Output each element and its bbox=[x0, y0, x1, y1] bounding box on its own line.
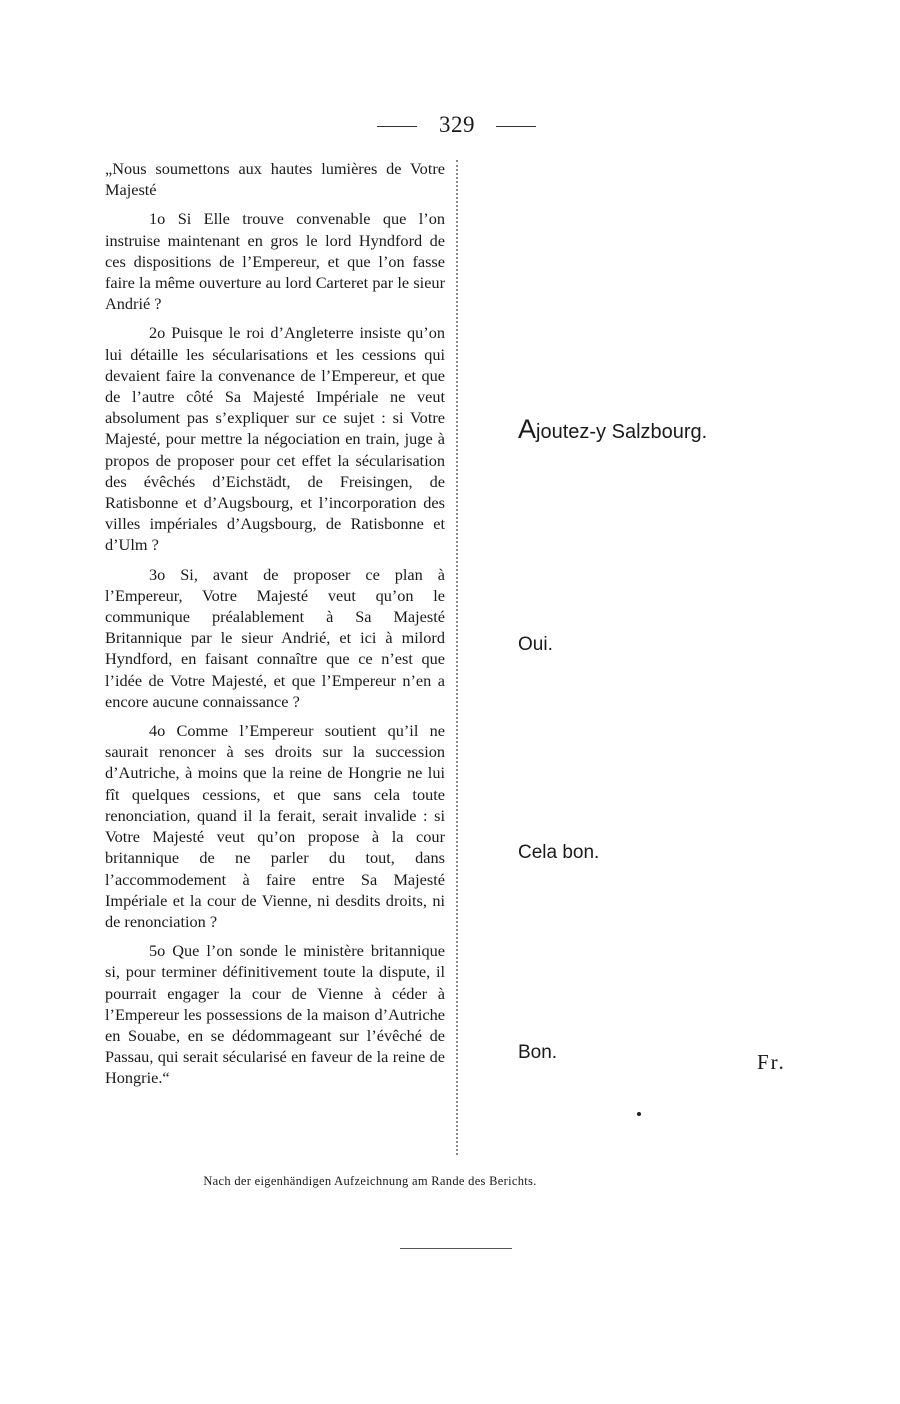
report-item-1: 1o Si Elle trouve convenable que l’on instruise maintenant en gros le lord Hyndford de ces dispositions de l’Empereur, et que l’on fasse faire la même ouverture au lord Carteret par le sieur Andrié ? bbox=[105, 209, 445, 314]
margin-note-salzbourg bbox=[518, 414, 707, 445]
header-rule-left bbox=[377, 126, 417, 127]
report-text-column bbox=[105, 158, 445, 1097]
royal-signature: Fr. bbox=[757, 1050, 786, 1074]
ink-speck bbox=[637, 1112, 641, 1116]
footer-note: Nach der eigenhändigen Aufzeichnung am Rande des Berichts. bbox=[203, 1174, 537, 1188]
page-header bbox=[0, 112, 900, 142]
bottom-rule bbox=[400, 1248, 512, 1249]
report-item-3: 3o Si, avant de proposer ce plan à l’Empereur, Votre Majesté veut qu’on le communique préalablement à Sa Majesté Britannique par le sieur Andrié, et ici à milord Hyndford, en faisant connaître que ce n’est que l’idée de Votre Majesté, et que l’Empereur n’en a encore aucune connaissance ? bbox=[105, 564, 445, 711]
report-item-2: 2o Puisque le roi d’Angleterre insiste qu’on lui détaille les sécularisations et les cessions qui devaient faire la convenance de l’Empereur, et que de l’autre côté Sa Majesté Impériale ne veut absolument pas s’expliquer sur ce sujet : si Votre Majesté, pour mettre la négociation en train, juge à propos de proposer pour cet effet la sécularisation des évêchés d’Eichstädt, de Freisingen, de Ratisbonne et d’Augsbourg, et l’incorporation des villes impériales d’Augsbourg, de Ratisbonne et d’Ulm ? bbox=[105, 323, 445, 555]
margin-note-cela-bon: Cela bon. bbox=[518, 842, 600, 863]
header-rule-right bbox=[496, 126, 536, 127]
margin-note-text: joutez-y Salzbourg. bbox=[536, 421, 708, 443]
margin-note-initial: A bbox=[518, 414, 537, 444]
margin-note-oui: Oui. bbox=[518, 634, 553, 655]
report-intro: „Nous soumettons aux hautes lumières de Votre Majesté bbox=[105, 159, 445, 200]
report-item-5: 5o Que l’on sonde le ministère britannique si, pour terminer définitivement toute la dispute, il pourrait engager la cour de Vienne à céder à l’Empereur les possessions de la maison d’Autriche en Souabe, en se dédommageant sur l’évêché de Passau, qui serait sécularisé en faveur de la reine de Hongrie.“ bbox=[105, 941, 445, 1088]
margin-note-bon: Bon. bbox=[518, 1042, 558, 1063]
column-divider bbox=[456, 160, 458, 1155]
report-item-4: 4o Comme l’Empereur soutient qu’il ne saurait renoncer à ses droits sur la succession d’Autriche, à moins que la reine de Hongrie ne lui fît quelques cessions, et que sans cela toute renonciation, quand il la ferait, serait invalide : si Votre Majesté veut qu’on propose à la cour britannique de ne parler du tout, dans l’accommodement à faire entre Sa Majesté Impériale et la cour de Vienne, ni desdits droits, ni de renonciation ? bbox=[105, 721, 445, 931]
page-number: 329 bbox=[439, 112, 475, 137]
